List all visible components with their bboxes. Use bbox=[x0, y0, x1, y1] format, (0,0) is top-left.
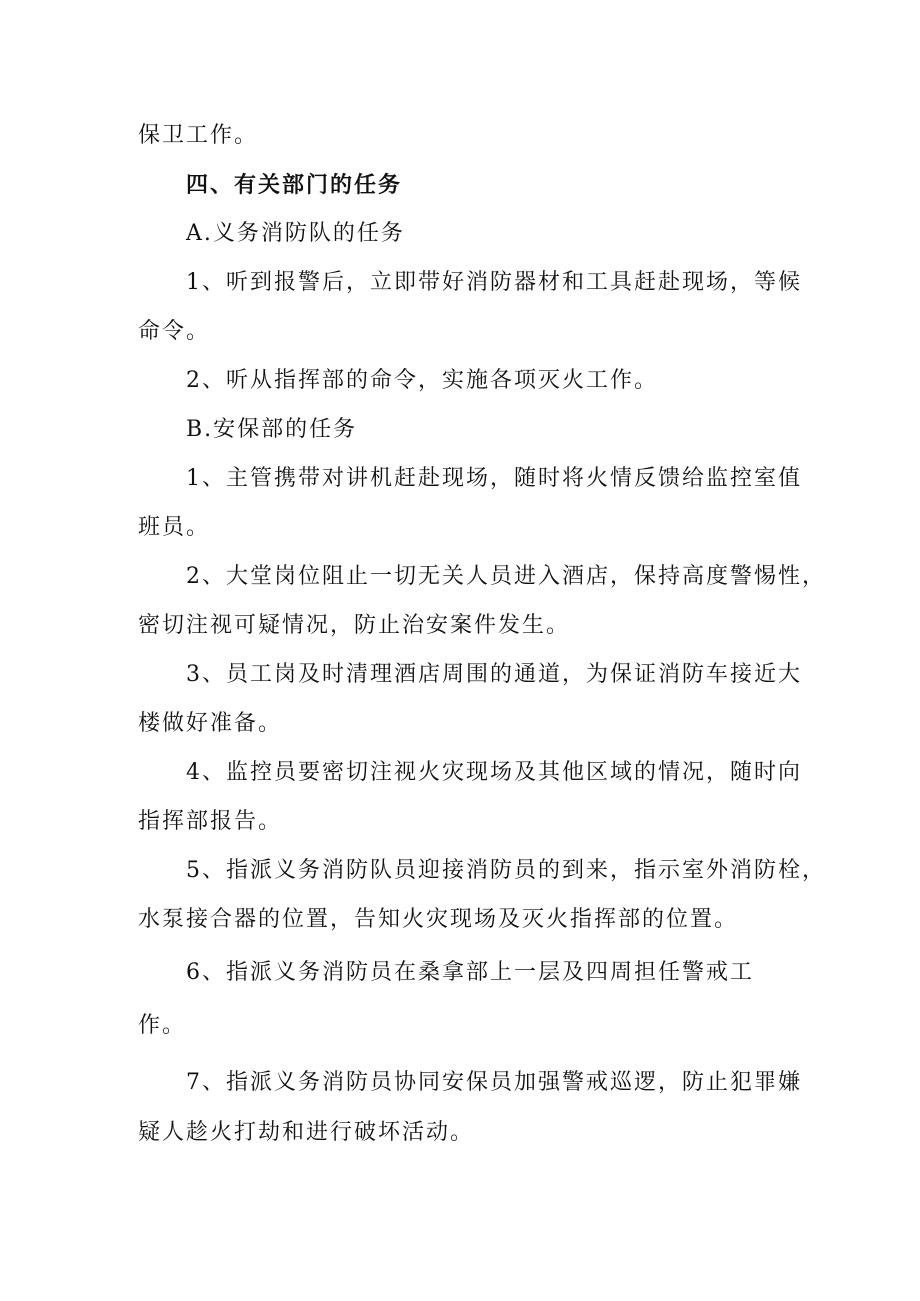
section-heading: 四、有关部门的任务 bbox=[186, 172, 403, 198]
paragraph-b5-line1: 5、指派义务消防队员迎接消防员的到来，指示室外消防栓， bbox=[186, 858, 826, 883]
paragraph-b3-line1: 3、员工岗及时清理酒店周围的通道，为保证消防车接近大 bbox=[186, 662, 802, 687]
text-line-continuation: 保卫工作。 bbox=[138, 123, 259, 148]
subsection-heading-a: A.义务消防队的任务 bbox=[186, 221, 405, 246]
paragraph-b4-line1: 4、监控员要密切注视火灾现场及其他区域的情况，随时向 bbox=[186, 760, 802, 785]
paragraph-a2: 2、听从指挥部的命令，实施各项灭火工作。 bbox=[186, 368, 658, 393]
subsection-heading-b: B.安保部的任务 bbox=[186, 417, 358, 442]
paragraph-b1-line2: 班员。 bbox=[138, 515, 211, 540]
paragraph-a1-line2: 命令。 bbox=[138, 319, 211, 344]
paragraph-a1-line1: 1、听到报警后，立即带好消防器材和工具赶赴现场，等候 bbox=[186, 270, 802, 295]
paragraph-b6-line1: 6、指派义务消防员在桑拿部上一层及四周担任警戒工 bbox=[186, 960, 754, 985]
paragraph-b3-line2: 楼做好准备。 bbox=[138, 711, 283, 736]
paragraph-b5-line2: 水泵接合器的位置，告知火灾现场及灭火指挥部的位置。 bbox=[138, 907, 739, 932]
paragraph-b2-line2: 密切注视可疑情况，防止治安案件发生。 bbox=[138, 613, 571, 638]
paragraph-b1-line1: 1、主管携带对讲机赶赴现场，随时将火情反馈给监控室值 bbox=[186, 466, 802, 491]
paragraph-b6-line2: 作。 bbox=[138, 1013, 187, 1038]
paragraph-b7-line2: 疑人趁火打劫和进行破坏活动。 bbox=[138, 1120, 475, 1145]
paragraph-b4-line2: 指挥部报告。 bbox=[138, 809, 283, 834]
paragraph-b7-line1: 7、指派义务消防员协同安保员加强警戒巡逻，防止犯罪嫌 bbox=[186, 1070, 802, 1095]
paragraph-b2-line1: 2、大堂岗位阻止一切无关人员进入酒店，保持高度警惕性， bbox=[186, 564, 826, 589]
